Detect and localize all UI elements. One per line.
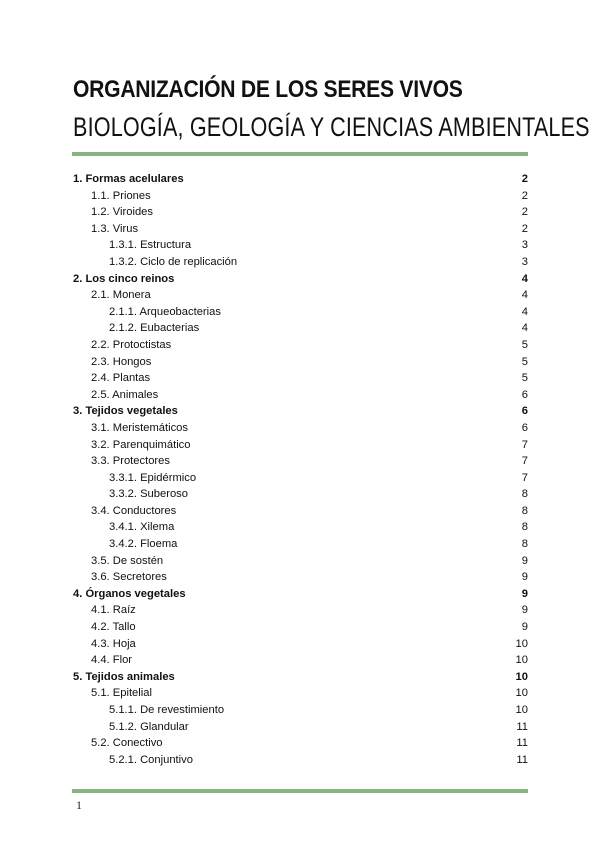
- toc-entry[interactable]: [73, 387, 528, 404]
- toc-entry[interactable]: [73, 586, 528, 603]
- toc-entry[interactable]: [73, 254, 528, 271]
- toc-entry-page: 5: [521, 338, 528, 351]
- toc-entry-page: 8: [521, 521, 528, 534]
- toc-entry-page: 4: [521, 322, 528, 335]
- toc-entry-page: 9: [521, 604, 528, 617]
- toc-entry-label: 1.2. Viroides: [91, 206, 153, 219]
- toc-entry-page: 5: [521, 355, 528, 368]
- toc-entry[interactable]: [73, 453, 528, 470]
- toc-entry[interactable]: [73, 420, 528, 437]
- toc-entry-page: 4: [521, 305, 528, 318]
- toc-entry[interactable]: [73, 519, 528, 536]
- toc-entry-page: 10: [515, 704, 528, 716]
- toc-entry-page: 7: [521, 438, 528, 451]
- toc-entry-page: 2: [521, 189, 528, 202]
- toc-entry[interactable]: [73, 437, 528, 454]
- toc-entry-page: 9: [521, 571, 528, 584]
- toc-entry-label: 2.5. Animales: [91, 388, 159, 401]
- toc-entry[interactable]: [73, 752, 528, 769]
- toc-entry-label: 3.3.1. Epidérmico: [109, 471, 197, 484]
- toc-entry-page: 11: [516, 720, 528, 733]
- toc-entry-page: 9: [521, 621, 528, 634]
- document-subtitle: BIOLOGÍA, GEOLOGÍA Y CIENCIAS AMBIENTALES: [73, 112, 590, 142]
- toc-entry-page: 10: [515, 687, 528, 700]
- toc-entry-page: 2: [521, 206, 528, 219]
- toc-entry[interactable]: [73, 171, 528, 188]
- toc-entry-page: 9: [521, 554, 528, 567]
- toc-entry-label: 2.3. Hongos: [91, 355, 152, 368]
- toc-entry[interactable]: [73, 403, 528, 420]
- toc-entry-label: 1.3.2. Ciclo de replicación: [109, 255, 238, 268]
- toc-entry-label: 3.1. Meristemáticos: [91, 421, 188, 434]
- toc-entry-page: 3: [521, 255, 528, 268]
- toc-entry-page: 6: [521, 388, 528, 401]
- toc-entry[interactable]: [73, 204, 528, 221]
- toc-entry[interactable]: [73, 735, 528, 752]
- toc-entry[interactable]: [73, 719, 528, 736]
- toc-entry-label: 5. Tejidos animales: [73, 670, 175, 683]
- toc-entry[interactable]: [73, 237, 528, 254]
- toc-entry-label: 3.3.2. Suberoso: [109, 488, 188, 501]
- toc-entry-page: 2: [521, 173, 528, 185]
- toc-entry[interactable]: [73, 669, 528, 686]
- toc-entry-label: 4.2. Tallo: [91, 621, 136, 634]
- toc-entry-page: 8: [521, 538, 528, 551]
- toc-entry-label: 3.4.2. Floema: [109, 538, 178, 551]
- toc-entry-label: 5.1. Epitelial: [91, 687, 152, 700]
- toc-entry-page: 6: [521, 421, 528, 434]
- toc-entry[interactable]: [73, 619, 528, 636]
- toc-entry-label: 3. Tejidos vegetales: [73, 405, 178, 418]
- toc-entry-label: 4.3. Hoja: [91, 637, 136, 650]
- toc-entry-label: 2.1. Monera: [91, 289, 151, 302]
- toc-entry[interactable]: [73, 470, 528, 487]
- toc-entry[interactable]: [73, 636, 528, 653]
- toc-entry[interactable]: [73, 685, 528, 702]
- toc-entry-label: 5.1.2. Glandular: [109, 720, 189, 733]
- toc-entry[interactable]: [73, 370, 528, 387]
- toc-entry[interactable]: [73, 271, 528, 288]
- toc-entry-page: 11: [516, 753, 528, 766]
- footer-divider: [72, 789, 528, 793]
- toc-entry[interactable]: [73, 354, 528, 371]
- toc-entry-page: 11: [516, 737, 528, 750]
- toc-entry-label: 5.1.1. De revestimiento: [109, 704, 225, 716]
- toc-entry-page: 2: [521, 222, 528, 235]
- toc-entry-label: 4.1. Raíz: [91, 604, 136, 617]
- toc-entry-label: 3.3. Protectores: [91, 455, 170, 468]
- toc-entry-label: 3.6. Secretores: [91, 571, 167, 584]
- toc-entry-label: 5.2.1. Conjuntivo: [109, 753, 193, 766]
- toc-entry-label: 4.4. Flor: [91, 654, 133, 667]
- document-title: ORGANIZACIÓN DE LOS SERES VIVOS: [73, 76, 463, 103]
- toc-entry[interactable]: [73, 221, 528, 238]
- toc-entry[interactable]: [73, 287, 528, 304]
- toc-entry-label: 2.4. Plantas: [91, 372, 151, 385]
- toc-entry-label: 1. Formas acelulares: [73, 173, 184, 185]
- toc-entry-page: 6: [521, 405, 528, 418]
- toc-entry[interactable]: [73, 188, 528, 205]
- toc-entry[interactable]: [73, 304, 528, 321]
- toc-entry-page: 10: [515, 670, 528, 683]
- toc-entry-label: 3.4.1. Xilema: [109, 521, 175, 534]
- toc-entry[interactable]: [73, 503, 528, 520]
- table-of-contents: [73, 171, 528, 768]
- toc-entry-label: 3.2. Parenquimático: [91, 438, 191, 451]
- toc-entry-label: 2.1.2. Eubacterias: [109, 322, 200, 335]
- toc-entry[interactable]: [73, 652, 528, 669]
- toc-entry-label: 3.4. Conductores: [91, 504, 177, 517]
- toc-entry-page: 4: [521, 272, 528, 285]
- toc-entry-label: 3.5. De sostén: [91, 554, 164, 567]
- page-number: 1: [76, 798, 82, 812]
- toc-entry[interactable]: [73, 536, 528, 553]
- toc-entry-page: 8: [521, 488, 528, 501]
- toc-entry-page: 10: [515, 637, 528, 650]
- toc-entry-label: 1.1. Priones: [91, 189, 151, 202]
- header-divider: [72, 152, 528, 156]
- toc-entry-page: 3: [521, 239, 528, 252]
- toc-entry-label: 2.1.1. Arqueobacterias: [109, 305, 221, 318]
- toc-entry-page: 8: [521, 504, 528, 517]
- toc-entry[interactable]: [73, 569, 528, 586]
- toc-entry-page: 10: [515, 654, 528, 667]
- toc-entry[interactable]: [73, 602, 528, 619]
- toc-entry-page: 4: [521, 289, 528, 302]
- toc-entry-page: 7: [521, 471, 528, 484]
- toc-entry[interactable]: [73, 553, 528, 570]
- toc-entry[interactable]: [73, 486, 528, 503]
- toc-entry-label: 1.3. Virus: [91, 222, 139, 235]
- toc-entry[interactable]: [73, 337, 528, 354]
- toc-entry-page: 7: [521, 455, 528, 468]
- toc-entry-page: 9: [521, 587, 528, 600]
- toc-entry[interactable]: [73, 702, 528, 719]
- toc-entry[interactable]: [73, 320, 528, 337]
- toc-entry-label: 5.2. Conectivo: [91, 737, 163, 750]
- toc-entry-label: 1.3.1. Estructura: [109, 239, 192, 252]
- toc-entry-label: 2.2. Protoctistas: [91, 338, 172, 351]
- toc-entry-label: 4. Órganos vegetales: [73, 587, 186, 600]
- toc-entry-page: 5: [521, 372, 528, 385]
- toc-entry-label: 2. Los cinco reinos: [73, 272, 175, 285]
